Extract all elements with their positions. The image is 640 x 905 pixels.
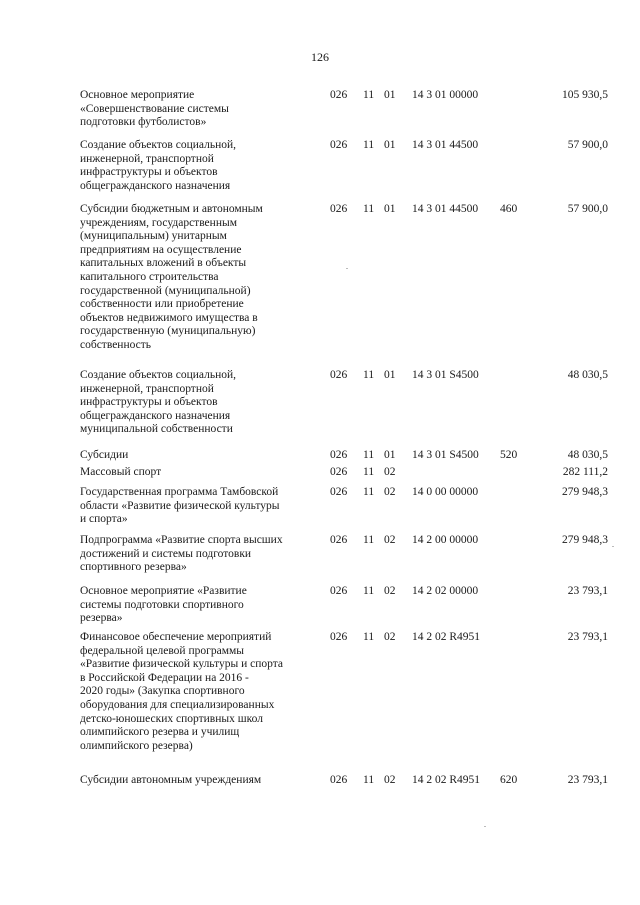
subsection-code: 01	[384, 203, 396, 215]
section-code: 11	[363, 449, 375, 461]
subsection-code: 02	[384, 534, 396, 546]
subsection-code: 01	[384, 369, 396, 381]
target-article-code: 14 3 01 S4500	[412, 449, 479, 461]
target-article-code: 14 2 02 00000	[412, 585, 479, 597]
row-name: Финансовое обеспечение мероприятий федеральной целевой программы «Развитие физической культуры и спорта в Российской Федерации на 2016 - 2020 годы» (Закупка спортивного оборудования для специализированных детско-юношеских спортивных школ олимпийского резерва и училищ олимпийского резерва)	[80, 631, 283, 752]
ved-code: 026	[330, 774, 348, 786]
expense-type-code: 620	[500, 774, 518, 786]
section-code: 11	[363, 534, 375, 546]
row-name: Основное мероприятие «Развитие системы подготовки спортивного резерва»	[80, 585, 247, 625]
ved-code: 026	[330, 631, 348, 643]
row-name: Государственная программа Тамбовской области «Развитие физической культуры и спорта»	[80, 486, 280, 526]
amount: 48 030,5	[567, 449, 608, 461]
row-name: Создание объектов социальной, инженерной, транспортной инфраструктуры и объектов общегражданского назначения муниципальной собственности	[80, 369, 237, 436]
amount: 23 793,1	[567, 631, 608, 643]
ved-code: 026	[330, 89, 348, 101]
ved-code: 026	[330, 139, 348, 151]
row-name: Субсидии	[80, 449, 129, 461]
section-code: 11	[363, 89, 375, 101]
ved-code: 026	[330, 369, 348, 381]
scan-speck	[346, 268, 348, 269]
target-article-code: 14 2 00 00000	[412, 534, 479, 546]
target-article-code: 14 2 02 R4951	[412, 774, 481, 786]
section-code: 11	[363, 486, 375, 498]
amount: 23 793,1	[567, 585, 608, 597]
row-name: Основное мероприятие «Совершенствование системы подготовки футболистов»	[80, 89, 229, 129]
subsection-code: 02	[384, 631, 396, 643]
amount: 48 030,5	[567, 369, 608, 381]
subsection-code: 02	[384, 486, 396, 498]
section-code: 11	[363, 585, 375, 597]
subsection-code: 02	[384, 774, 396, 786]
row-name: Субсидии бюджетным и автономным учреждениям, государственным (муниципальным) унитарным предприятиям на осуществление капитальных вложений в объекты капитального строительства государственной (муниципальной) собственности или приобретение объектов недвижимого имущества в государственную (муниципальную) собственность	[80, 203, 263, 351]
subsection-code: 01	[384, 449, 396, 461]
target-article-code: 14 3 01 44500	[412, 203, 479, 215]
ved-code: 026	[330, 534, 348, 546]
subsection-code: 01	[384, 89, 396, 101]
scan-speck	[484, 826, 486, 827]
section-code: 11	[363, 369, 375, 381]
row-name: Подпрограмма «Развитие спорта высших достижений и системы подготовки спортивного резерва»	[80, 534, 283, 574]
page-number: 126	[311, 50, 329, 64]
expense-type-code: 460	[500, 203, 518, 215]
ved-code: 026	[330, 203, 348, 215]
target-article-code: 14 3 01 00000	[412, 89, 479, 101]
ved-code: 026	[330, 449, 348, 461]
amount: 57 900,0	[567, 203, 608, 215]
ved-code: 026	[330, 585, 348, 597]
row-name: Массовый спорт	[80, 466, 162, 478]
target-article-code: 14 2 02 R4951	[412, 631, 481, 643]
section-code: 11	[363, 631, 375, 643]
target-article-code: 14 3 01 S4500	[412, 369, 479, 381]
subsection-code: 02	[384, 466, 396, 478]
target-article-code: 14 0 00 00000	[412, 486, 479, 498]
amount: 282 111,2	[562, 466, 608, 478]
ved-code: 026	[330, 486, 348, 498]
target-article-code: 14 3 01 44500	[412, 139, 479, 151]
ved-code: 026	[330, 466, 348, 478]
amount: 279 948,3	[562, 486, 608, 498]
amount: 57 900,0	[567, 139, 608, 151]
section-code: 11	[363, 466, 375, 478]
amount: 279 948,3	[562, 534, 608, 546]
section-code: 11	[363, 139, 375, 151]
section-code: 11	[363, 774, 375, 786]
row-name: Субсидии автономным учреждениям	[80, 774, 262, 786]
scan-speck	[612, 546, 614, 547]
section-code: 11	[363, 203, 375, 215]
row-name: Создание объектов социальной, инженерной, транспортной инфраструктуры и объектов общегражданского назначения	[80, 139, 237, 192]
subsection-code: 02	[384, 585, 396, 597]
expense-type-code: 520	[500, 449, 518, 461]
amount: 105 930,5	[562, 89, 608, 101]
subsection-code: 01	[384, 139, 396, 151]
amount: 23 793,1	[567, 774, 608, 786]
